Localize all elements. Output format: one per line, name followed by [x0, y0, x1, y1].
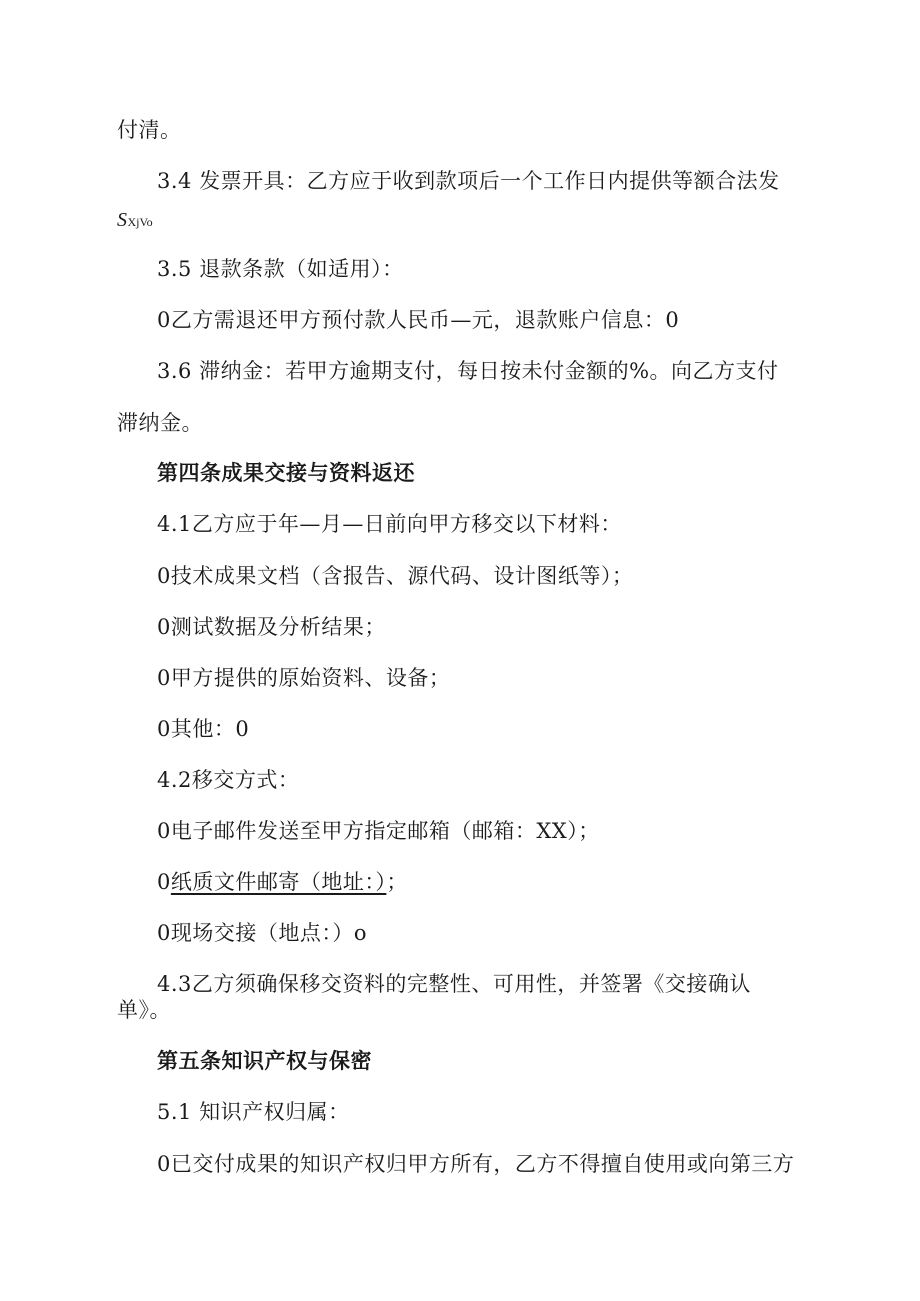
list-item [157, 869, 408, 895]
paragraph-line: 付清。 [117, 118, 182, 142]
list-marker: 0 [157, 870, 171, 894]
list-item: 0其他：0 [157, 717, 250, 741]
paragraph-line: 滞纳金。 [117, 411, 203, 435]
list-item: 0技术成果文档（含报告、源代码、设计图纸等）； [157, 564, 634, 588]
paragraph-line: 单》。 [117, 998, 171, 1022]
paragraph-line: 0乙方需退还甲方预付款人民币—元，退款账户信息：0 [157, 308, 680, 332]
paragraph-line: 4.2移交方式： [157, 768, 300, 792]
punctuation: ； [386, 870, 408, 894]
section-heading: 第五条知识产权与保密 [157, 1049, 372, 1073]
list-item: 0电子邮件发送至甲方指定邮箱（邮箱：XX）； [157, 819, 600, 843]
garbled-text: XjVo [127, 215, 153, 229]
paragraph-line: 3.4 发票开具：乙方应于收到款项后一个工作日内提供等额合法发 [157, 169, 780, 193]
garbled-text-line [117, 206, 153, 235]
paragraph-line: 4.3乙方须确保移交资料的完整性、可用性，并签署《交接确认 [157, 972, 751, 996]
garbled-letter: S [117, 209, 128, 231]
list-item: 0甲方提供的原始资料、设备； [157, 666, 451, 690]
list-item: 0测试数据及分析结果； [157, 615, 386, 639]
section-heading: 第四条成果交接与资料返还 [157, 461, 415, 485]
paragraph-line: 3.6 滞纳金：若甲方逾期支付，每日按未付金额的%。向乙方支付 [157, 359, 779, 383]
underlined-text: 纸质文件邮寄（地址：） [170, 870, 387, 894]
list-item: 0现场交接（地点：）o [157, 921, 368, 945]
paragraph-line: 0已交付成果的知识产权归甲方所有，乙方不得擅自使用或向第三方 [157, 1152, 795, 1176]
paragraph-line: 5.1 知识产权归属： [157, 1100, 350, 1124]
paragraph-line: 3.5 退款条款（如适用）： [157, 257, 404, 281]
paragraph-line: 4.1乙方应于年—月—日前向甲方移交以下材料： [157, 512, 622, 536]
